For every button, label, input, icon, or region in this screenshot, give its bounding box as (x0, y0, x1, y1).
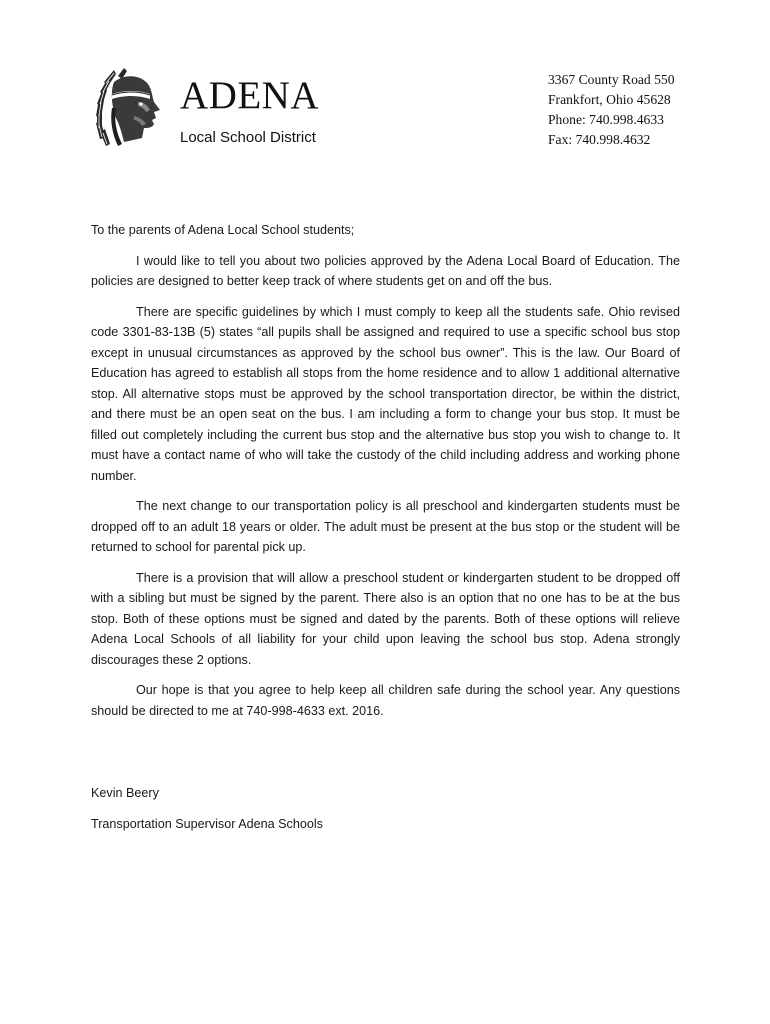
district-subtitle: Local School District (180, 129, 316, 146)
address-fax: Fax: 740.998.4632 (548, 132, 651, 147)
letter-paragraph: I would like to tell you about two policies approved by the Adena Local Board of Education. The policies are designed to better keep track of where students get on and off the bus. (91, 253, 680, 288)
district-name: ADENA (180, 74, 319, 117)
letter-paragraph: There are specific guidelines by which I must comply to keep all the students safe. Ohio revised code 3301-83-13B (5) states “all pupils shall be assigned and required to use a specific school bus stop except in unusual circumstances as approved by the school bus owner”. This is the law. Our Board of Education has agreed to establish all stops from the home residence and to allow 1 additional alternative stop. All alternative stops must be approved by the school transportation director, be within the district, and there must be an open seat on the bus. I am including a form to change your bus stop. It must be filled out completely including the current bus stop and the alternative bus stop you wish to change to. It must have a contact name of who will take the custody of the child including address and working phone number. (91, 304, 680, 483)
address-street: 3367 County Road 550 (548, 72, 675, 87)
letter-greeting: To the parents of Adena Local School students; (91, 223, 355, 237)
signer-title: Transportation Supervisor Adena Schools (91, 817, 323, 831)
letter-body (91, 220, 680, 731)
address-city: Frankfort, Ohio 45628 (548, 92, 671, 107)
letter-signature (91, 783, 323, 834)
letter-paragraph: The next change to our transportation policy is all preschool and kindergarten students must be dropped off to an adult 18 years or older. The adult must be present at the bus stop or the student will be returned to school for parental pick up. (91, 499, 680, 554)
native-american-chief-head-icon (94, 68, 164, 148)
letter-paragraph: There is a provision that will allow a preschool student or kindergarten student to be dropped off with a sibling but must be signed by the parent. There also is an option that no one has to be at the bus stop. Both of these options must be signed and dated by the parents. Both of these options will relieve Adena Local Schools of all liability for your child upon leaving the school bus stop. Adena strongly discourages these 2 options. (91, 570, 680, 667)
address-phone: Phone: 740.998.4633 (548, 112, 664, 127)
district-address-block (548, 70, 675, 150)
signer-name: Kevin Beery (91, 786, 159, 800)
letter-paragraph: Our hope is that you agree to help keep all children safe during the school year. Any questions should be directed to me at 740-998-4633 ext. 2016. (91, 683, 680, 718)
